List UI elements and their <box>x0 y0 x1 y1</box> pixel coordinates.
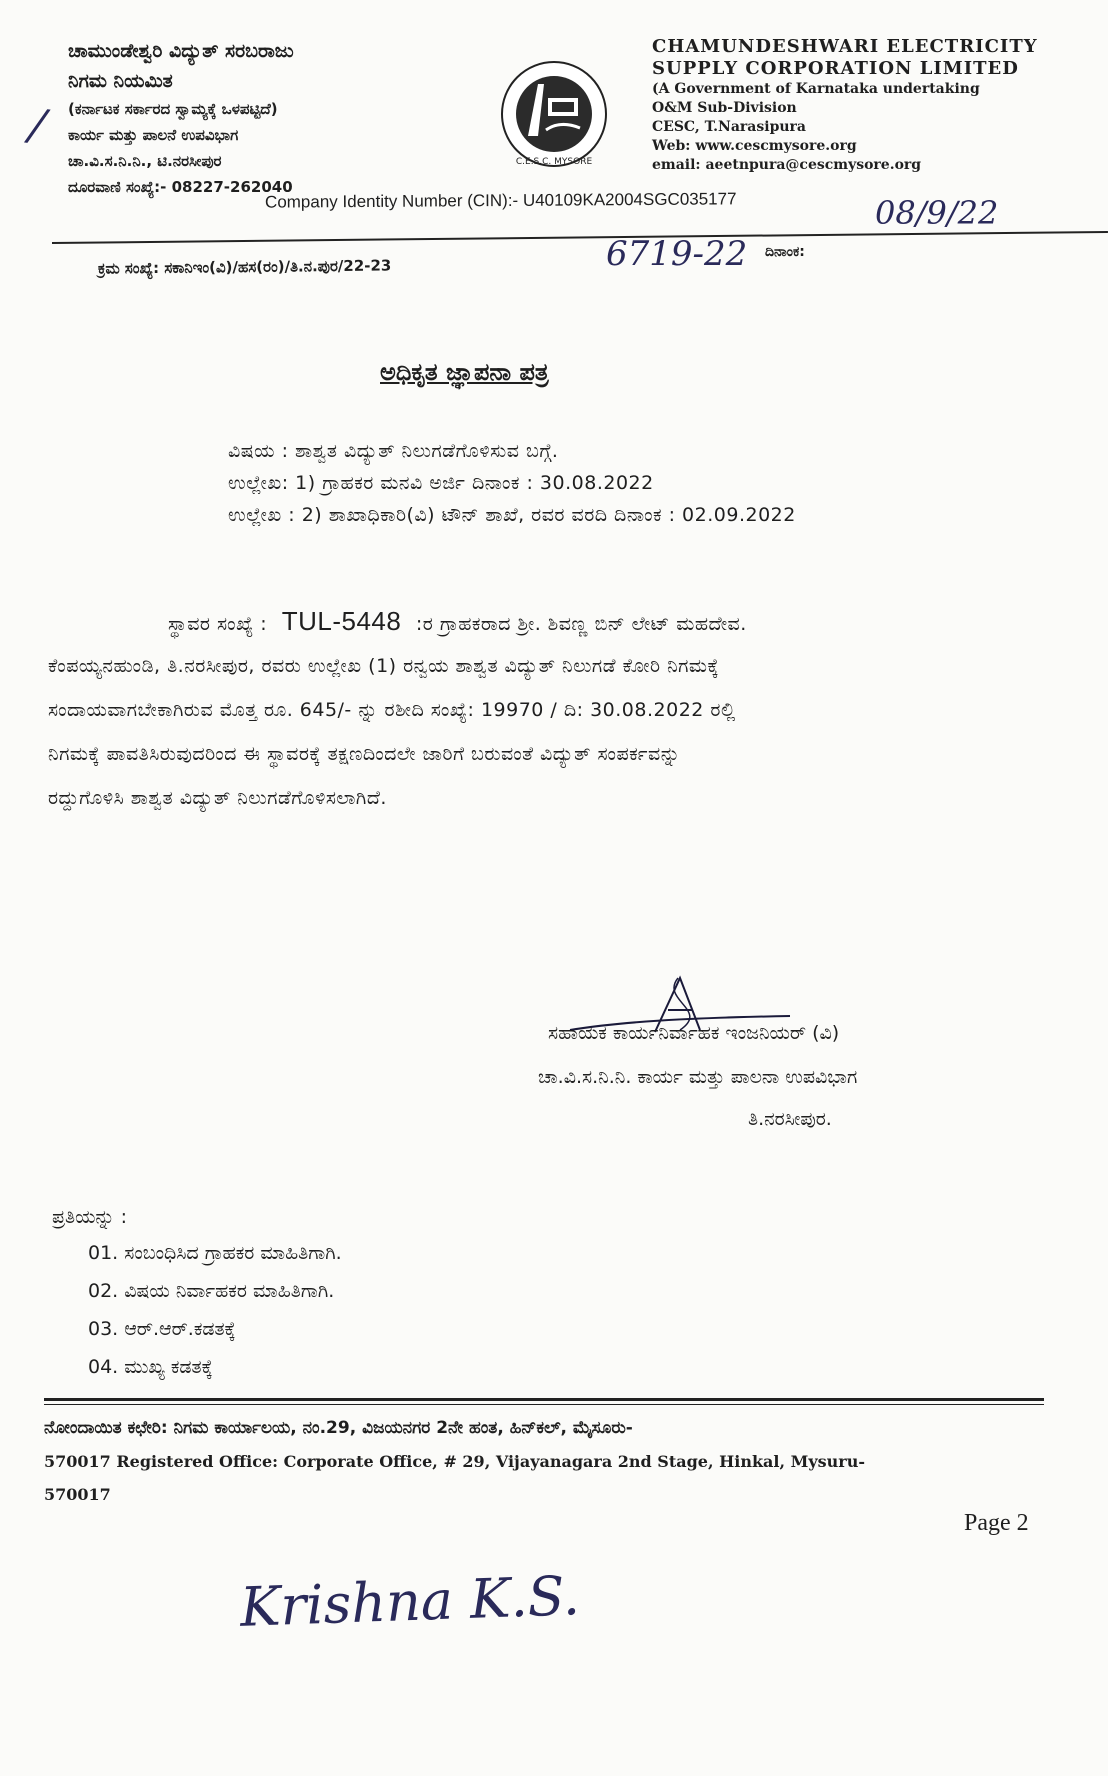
footer-pincode: 570017 <box>44 1485 111 1504</box>
body-line-2: ಕೆಂಪಯ್ಯನಹುಂಡಿ, ತಿ.ನರಸೀಪುರ, ರವರು ಉಲ್ಲೇಖ (1) ರನ್ವಯ ಶಾಶ್ವತ ವಿದ್ಯುತ್ ನಿಲುಗಡೆ ಕೋರಿ ನಿಗಮಕ್ಕೆ <box>48 655 720 677</box>
header-english <box>652 36 1108 175</box>
signatory-place: ತಿ.ನರಸೀಪುರ. <box>748 1108 832 1130</box>
footer-kannada: ನೋಂದಾಯಿತ ಕಛೇರಿ: ನಿಗಮ ಕಾರ್ಯಾಲಯ, ನಂ.29, ವಿಜಯನಗರ 2ನೇ ಹಂತ, ಹಿನ್‌ಕಲ್, ಮೈಸೂರು- <box>44 1418 633 1438</box>
page-number: Page 2 <box>964 1510 1029 1536</box>
copy-item-1: 01. ಸಂಬಂಧಿಸಿದ ಗ್ರಾಹಕರ ಮಾಹಿತಿಗಾಗಿ. <box>88 1242 342 1264</box>
header-en-line-4: O&M Sub-Division <box>652 100 797 116</box>
body-installation-prefix: ಸ್ಥಾವರ ಸಂಖ್ಯೆ : <box>168 613 268 635</box>
header-kannada <box>68 40 488 198</box>
body-line-5: ರದ್ದುಗೊಳಿಸಿ ಶಾಶ್ವತ ವಿದ್ಯುತ್ ನಿಲುಗಡೆಗೊಳಿಸಲಾಗಿದೆ. <box>48 787 387 809</box>
body-consumer-name: :ರ ಗ್ರಾಹಕರಾದ ಶ್ರೀ. ಶಿವಣ್ಣ ಬಿನ್ ಲೇಟ್ ಮಹದೇವ. <box>415 613 747 635</box>
reference-handwritten-number: 6719-22 <box>606 234 748 274</box>
subject-line: ವಿಷಯ : ಶಾಶ್ವತ ವಿದ್ಯುತ್ ನಿಲುಗಡೆಗೊಳಿಸುವ ಬಗ್ಗೆ. <box>228 440 559 462</box>
cesc-logo <box>498 58 610 170</box>
header-kn-line-4: ಕಾರ್ಯ ಮತ್ತು ಪಾಲನೆ ಉಪವಿಭಾಗ <box>68 126 239 144</box>
signatory-office: ಚಾ.ವಿ.ಸ.ನಿ.ನಿ. ಕಾರ್ಯ ಮತ್ತು ಪಾಲನಾ ಉಪವಿಭಾಗ <box>538 1066 858 1088</box>
footer-divider-bottom <box>44 1404 1044 1405</box>
copies-block <box>52 1206 342 1378</box>
header-divider <box>52 231 1108 244</box>
header-en-line-2: SUPPLY CORPORATION LIMITED <box>652 58 1019 79</box>
reference-number-label: ಕ್ರಮ ಸಂಖ್ಯೆ: ಸಕಾನಿಇಂ(ವಿ)/ಹಸ(ರಂ)/ತಿ.ನ.ಪುರ/22-23 <box>97 256 392 278</box>
reference-line-2: ಉಲ್ಲೇಖ : 2) ಶಾಖಾಧಿಕಾರಿ(ವಿ) ಟೌನ್ ಶಾಖೆ, ರವರ ವರದಿ ದಿನಾಂಕ : 02.09.2022 <box>228 504 796 526</box>
body-paragraph <box>48 606 1068 809</box>
company-cin: Company Identity Number (CIN):- U40109KA2004SGC035177 <box>264 189 737 212</box>
header-en-line-7: email: aeetnpura@cescmysore.org <box>652 157 922 173</box>
copy-item-2: 02. ವಿಷಯ ನಿರ್ವಾಹಕರ ಮಾಹಿತಿಗಾಗಿ. <box>88 1280 335 1302</box>
margin-mark: / <box>26 99 49 152</box>
header-en-line-1: CHAMUNDESHWARI ELECTRICITY <box>652 36 1038 57</box>
header-en-line-5: CESC, T.Narasipura <box>652 119 806 135</box>
body-line-3: ಸಂದಾಯವಾಗಬೇಕಾಗಿರುವ ಮೊತ್ತ ರೂ. 645/- ನ್ನು ರಶೀದಿ ಸಂಖ್ಯೆ: 19970 / ದಿ: 30.08.2022 ರಲ್ಲಿ <box>48 699 736 721</box>
header-en-line-6: Web: www.cescmysore.org <box>652 138 857 154</box>
footer-divider-top <box>44 1398 1044 1401</box>
installation-number: TUL-5448 <box>281 606 402 636</box>
cesc-logo-icon <box>498 58 610 170</box>
header-kn-line-5: ಚಾ.ವಿ.ಸ.ನಿ.ನಿ., ಟಿ.ನರಸೀಪುರ <box>68 152 222 170</box>
bottom-signature: Krishna K.S. <box>239 1564 581 1639</box>
signatory-designation: ಸಹಾಯಕ ಕಾರ್ಯನಿರ್ವಾಹಕ ಇಂಜನಿಯರ್ (ವಿ) <box>548 1022 840 1044</box>
logo-text: C.E.S.C. MYSORE <box>515 157 593 167</box>
page-title: ಅಧಿಕೃತ ಜ್ಞಾಪನಾ ಪತ್ರ <box>380 358 549 386</box>
body-line-1 <box>168 606 1068 637</box>
body-line-4: ನಿಗಮಕ್ಕೆ ಪಾವತಿಸಿರುವುದರಿಂದ ಈ ಸ್ಥಾವರಕ್ಕೆ ತಕ್ಷಣದಿಂದಲೇ ಜಾರಿಗೆ ಬರುವಂತೆ ವಿದ್ಯುತ್ ಸಂಪರ್ಕವನ್ನು <box>48 743 681 765</box>
header-kn-line-6: ದೂರವಾಣಿ ಸಂಖ್ಯೆ:- 08227-262040 <box>68 178 293 196</box>
copies-label: ಪ್ರತಿಯನ್ನು : <box>52 1206 128 1228</box>
footer-registered-office: 570017 Registered Office: Corporate Office, # 29, Vijayanagara 2nd Stage, Hinkal, Mysuru- <box>44 1452 865 1471</box>
header-kn-line-3: (ಕರ್ನಾಟಕ ಸರ್ಕಾರದ ಸ್ವಾಮ್ಯಕ್ಕೆ ಒಳಪಟ್ಟಿದೆ) <box>68 100 278 118</box>
footer-block <box>44 1418 1084 1504</box>
header-en-line-3: (A Government of Karnataka undertaking <box>652 81 980 97</box>
copy-item-4: 04. ಮುಖ್ಯ ಕಡತಕ್ಕೆ <box>88 1356 213 1378</box>
copy-item-3: 03. ಆರ್.ಆರ್.ಕಡತಕ್ಕೆ <box>88 1318 236 1340</box>
reference-line-1: ಉಲ್ಲೇಖ: 1) ಗ್ರಾಹಕರ ಮನವಿ ಅರ್ಜಿ ದಿನಾಂಕ : 30.08.2022 <box>228 472 654 494</box>
reference-handwritten-date: 08/9/22 <box>875 194 999 232</box>
reference-date-label: ದಿನಾಂಕ: <box>765 244 805 260</box>
header-kn-line-2: ನಿಗಮ ನಿಯಮಿತ <box>68 70 173 92</box>
header-kn-line-1: ಚಾಮುಂಡೇಶ್ವರಿ ವಿದ್ಯುತ್ ಸರಬರಾಜು <box>68 40 294 62</box>
subject-block <box>228 440 796 526</box>
